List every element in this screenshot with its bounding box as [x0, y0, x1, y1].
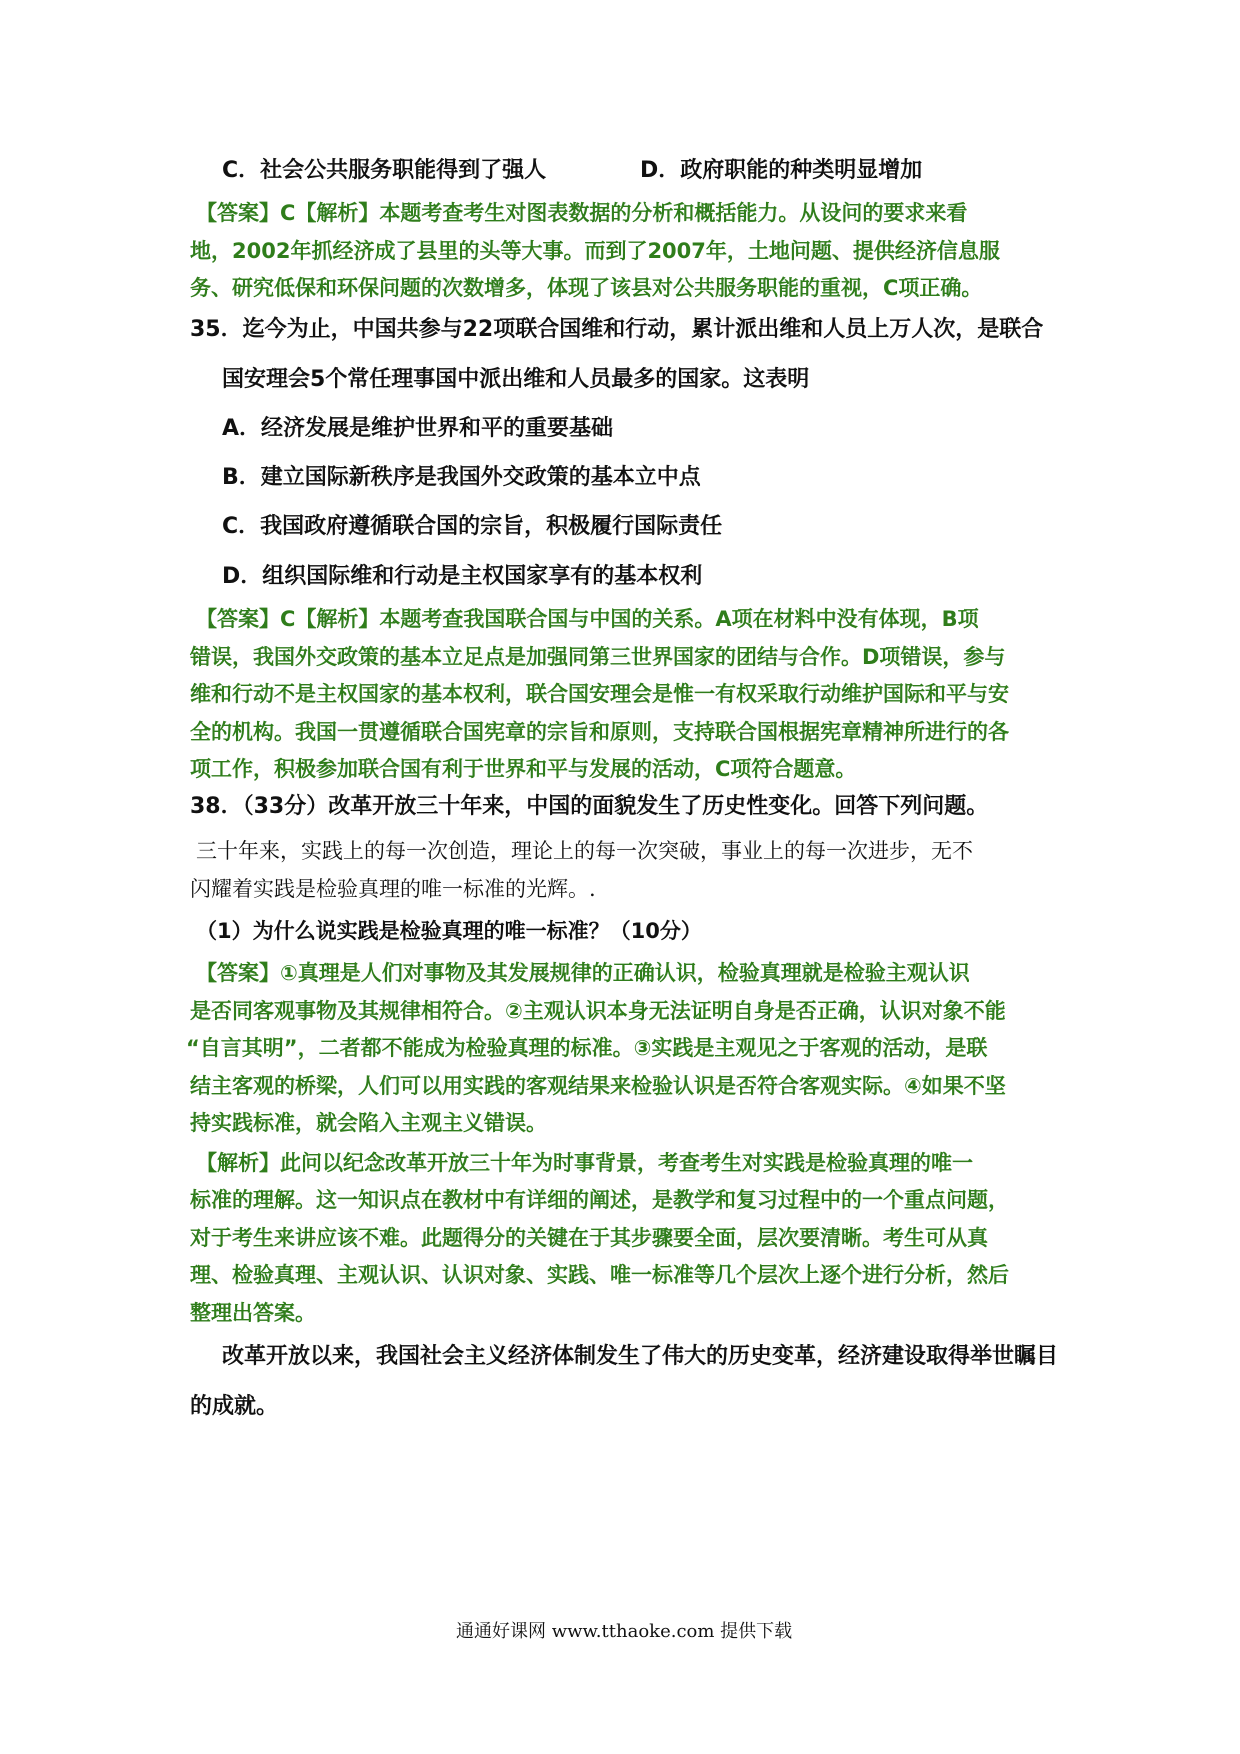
q34-answer-line: 地，2002年抓经济成了县里的头等大事。而到了2007年，土地问题、提供经济信息服 [190, 239, 1000, 263]
q38-analysis-line: 整理出答案。 [190, 1301, 316, 1325]
q35-answer-line: 维和行动不是主权国家的基本权利，联合国安理会是惟一有权采取行动维护国际和平与安 [190, 682, 1009, 706]
q35-answer-line: 错误，我国外交政策的基本立足点是加强同第三世界国家的团结与合作。D项错误，参与 [190, 645, 1006, 669]
q38-material-line: 闪耀着实践是检验真理的唯一标准的光辉。. [190, 877, 596, 901]
page-footer: 通通好课网 www.tthaoke.com 提供下载 [456, 1621, 793, 1642]
q38-stem: 38．（33分）改革开放三十年来，中国的面貌发生了历史性变化。回答下列问题。 [190, 794, 989, 819]
q35-answer-line: 项工作，积极参加联合国有利于世界和平与发展的活动，C项符合题意。 [190, 757, 857, 781]
q34-answer-line: 【答案】C【解析】本题考查考生对图表数据的分析和概括能力。从设问的要求来看 [196, 201, 968, 225]
q35-option-c: C．我国政府遵循联合国的宗旨，积极履行国际责任 [222, 514, 723, 539]
q35-answer-line: 全的机构。我国一贯遵循联合国宪章的宗旨和原则，支持联合国根据宪章精神所进行的各 [190, 720, 1009, 744]
q38-answer-line: 结主客观的桥梁，人们可以用实践的客观结果来检验认识是否符合客观实际。④如果不坚 [190, 1074, 1006, 1098]
q35-answer-line: 【答案】C【解析】本题考查我国联合国与中国的关系。A项在材料中没有体现，B项 [196, 607, 979, 631]
q38-material-line: 三十年来，实践上的每一次创造，理论上的每一次突破，事业上的每一次进步，无不 [196, 839, 973, 863]
q34-option-d: D．政府职能的种类明显增加 [640, 158, 923, 183]
q35-option-b: B．建立国际新秩序是我国外交政策的基本立中点 [222, 465, 701, 490]
q38-sub-question-1: （1）为什么说实践是检验真理的唯一标准？（10分） [196, 919, 702, 943]
q38-material2-line: 的成就。 [190, 1394, 279, 1419]
q38-analysis-line: 【解析】此问以纪念改革开放三十年为时事背景，考查考生对实践是检验真理的唯一 [196, 1151, 973, 1175]
q38-answer-line: 是否同客观事物及其规律相符合。②主观认识本身无法证明自身是否正确，认识对象不能 [190, 999, 1006, 1023]
q38-material2-line: 改革开放以来，我国社会主义经济体制发生了伟大的历史变革，经济建设取得举世瞩目 [222, 1344, 1059, 1369]
q35-option-d: D．组织国际维和行动是主权国家享有的基本权利 [222, 564, 703, 589]
q35-option-a: A．经济发展是维护世界和平的重要基础 [222, 416, 614, 441]
q35-stem-line: 35．迄今为止，中国共参与22项联合国维和行动，累计派出维和人员上万人次，是联合 [190, 317, 1044, 342]
q38-answer-line: 【答案】①真理是人们对事物及其发展规律的正确认识，检验真理就是检验主观认识 [196, 961, 970, 985]
q38-answer-line: 持实践标准，就会陷入主观主义错误。 [190, 1111, 547, 1135]
q34-option-c: C．社会公共服务职能得到了强人 [222, 158, 547, 183]
q38-analysis-line: 标准的理解。这一知识点在教材中有详细的阐述，是教学和复习过程中的一个重点问题， [190, 1188, 1009, 1212]
q35-stem-line: 国安理会5个常任理事国中派出维和人员最多的国家。这表明 [222, 367, 810, 392]
q38-analysis-line: 对于考生来讲应该不难。此题得分的关键在于其步骤要全面，层次要清晰。考生可从真 [190, 1226, 988, 1250]
q34-answer-line: 务、研究低保和环保问题的次数增多，体现了该县对公共服务职能的重视，C项正确。 [190, 276, 983, 300]
q38-analysis-line: 理、检验真理、主观认识、认识对象、实践、唯一标准等几个层次上逐个进行分析，然后 [190, 1263, 1009, 1287]
q38-answer-line: “自言其明”，二者都不能成为检验真理的标准。③实践是主观见之于客观的活动，是联 [186, 1036, 988, 1060]
